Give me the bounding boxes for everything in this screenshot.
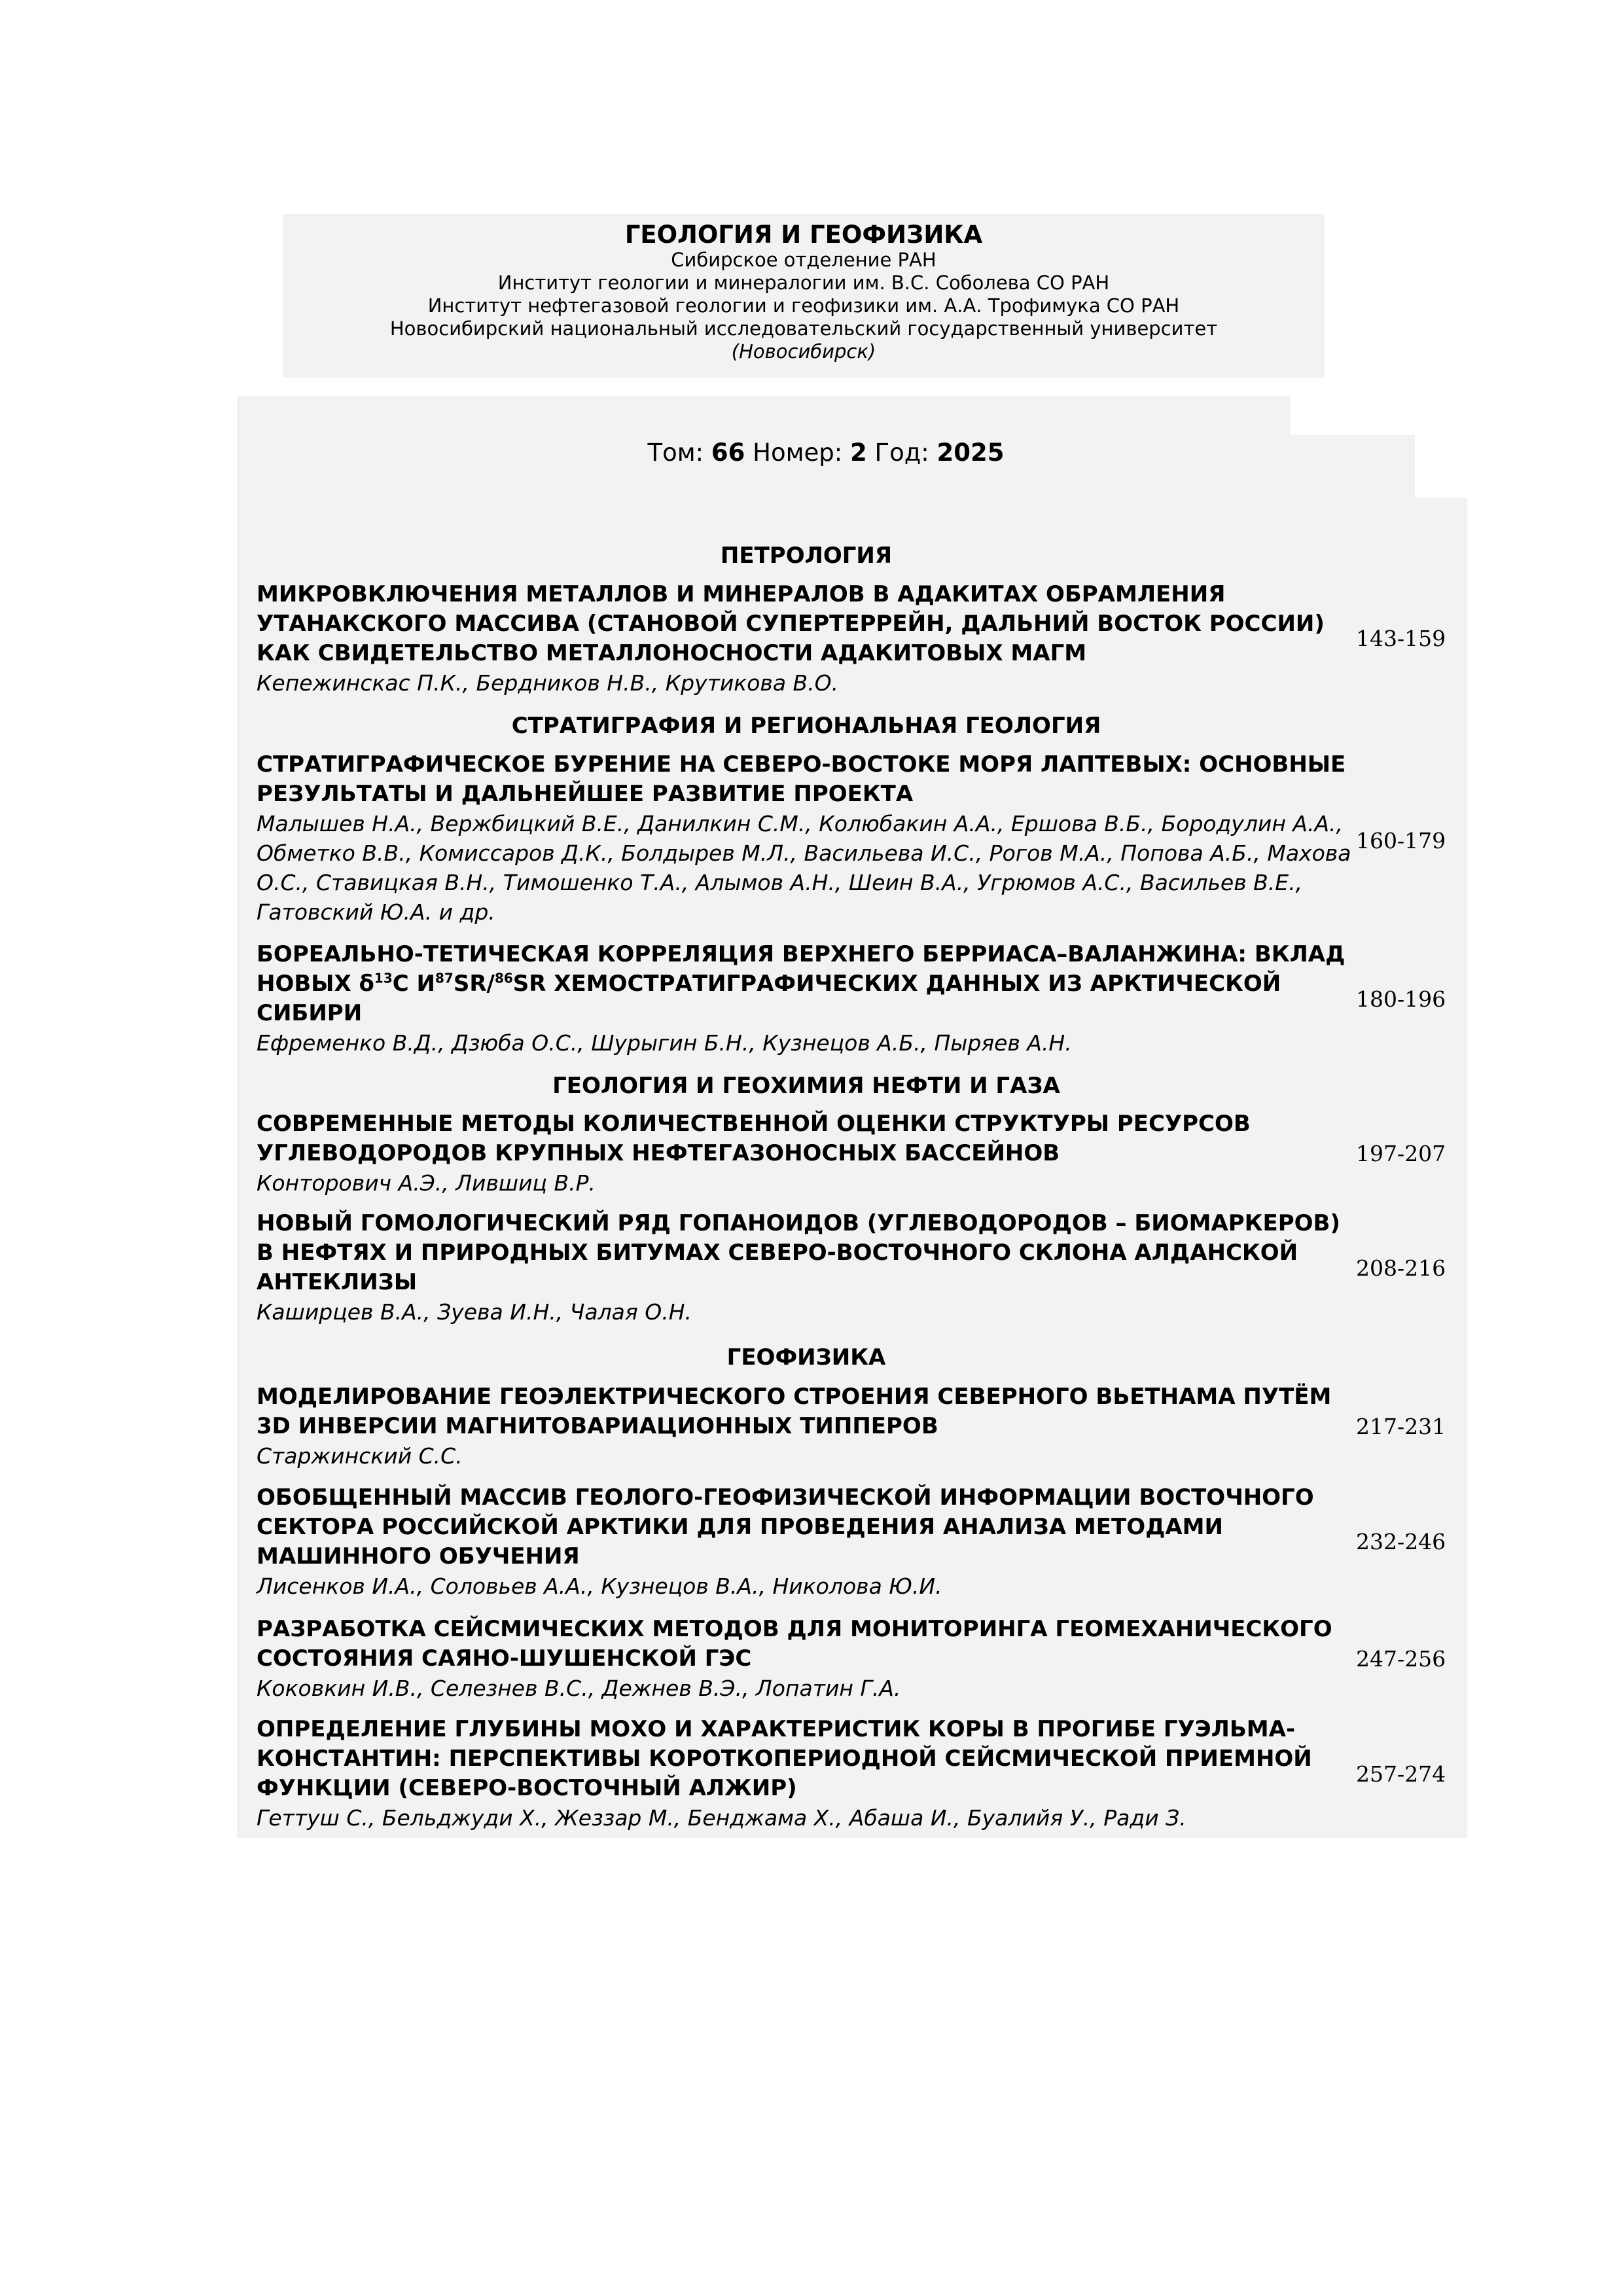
- volume-label: Том:: [647, 439, 704, 467]
- article-entry: [257, 1615, 1446, 1703]
- article-title[interactable]: РАЗРАБОТКА СЕЙСМИЧЕСКИХ МЕТОДОВ ДЛЯ МОНИТОРИНГА ГЕОМЕХАНИЧЕСКОГО СОСТОЯНИЯ САЯНО-ШУШЕНСКОЙ ГЭС: [257, 1616, 1332, 1672]
- article-pages: 257-274: [1356, 1761, 1446, 1787]
- section-heading: ГЕОЛОГИЯ И ГЕОХИМИЯ НЕФТИ И ГАЗА: [552, 1073, 1060, 1099]
- article-pages: 180-196: [1356, 986, 1446, 1012]
- section-heading: ГЕОФИЗИКА: [726, 1344, 886, 1371]
- article-title[interactable]: ОБОБЩЕННЫЙ МАССИВ ГЕОЛОГО-ГЕОФИЗИЧЕСКОЙ ИНФОРМАЦИИ ВОСТОЧНОГО СЕКТОРА РОССИЙСКОЙ АРКТИКИ ДЛЯ ПРОВЕДЕНИЯ АНАЛИЗА МЕТОДАМИ МАШИННОГО ОБУЧЕНИЯ: [257, 1484, 1314, 1570]
- section-heading: ПЕТРОЛОГИЯ: [720, 543, 893, 569]
- article-pages: 160-179: [1356, 828, 1446, 853]
- article-entry: [257, 750, 1446, 927]
- header-org-line: Институт геологии и минералогии им. В.С. Соболева СО РАН: [497, 272, 1110, 294]
- article-entry: [257, 580, 1446, 698]
- article-authors: Каширцев В.А., Зуева И.Н., Чалая О.Н.: [257, 1299, 692, 1325]
- article-authors: Коковкин И.В., Селезнев В.С., Дежнев В.Э., Лопатин Г.А.: [257, 1676, 901, 1701]
- article-title[interactable]: СТРАТИГРАФИЧЕСКОЕ БУРЕНИЕ НА СЕВЕРО-ВОСТОКЕ МОРЯ ЛАПТЕВЫХ: ОСНОВНЫЕ РЕЗУЛЬТАТЫ И ДАЛЬНЕЙШЕЕ РАЗВИТИЕ ПРОЕКТА: [257, 751, 1346, 807]
- article-title[interactable]: НОВЫЙ ГОМОЛОГИЧЕСКИЙ РЯД ГОПАНОИДОВ (УГЛЕВОДОРОДОВ – БИОМАРКЕРОВ) В НЕФТЯХ И ПРИРОДНЫХ БИТУМАХ СЕВЕРО-ВОСТОЧНОГО СКЛОНА АЛДАНСКОЙ АНТЕКЛИЗЫ: [257, 1210, 1340, 1295]
- article-authors: Геттуш С., Бельджуди Х., Жеззар М., Бенджама Х., Абаша И., Буалийя У., Ради З.: [257, 1805, 1186, 1831]
- header-org-line: Сибирское отделение РАН: [671, 249, 936, 271]
- number-value: 2: [850, 439, 867, 467]
- issue-info: [237, 437, 1415, 469]
- article-entry: [257, 1483, 1446, 1601]
- article-authors: Ефременко В.Д., Дзюба О.С., Шурыгин Б.Н., Кузнецов А.Б., Пыряев А.Н.: [257, 1030, 1072, 1056]
- article-authors: Лисенков И.А., Соловьев А.А., Кузнецов В.А., Николова Ю.И.: [257, 1573, 942, 1599]
- article-title[interactable]: СОВРЕМЕННЫЕ МЕТОДЫ КОЛИЧЕСТВЕННОЙ ОЦЕНКИ СТРУКТУРЫ РЕСУРСОВ УГЛЕВОДОРОДОВ КРУПНЫХ НЕФТЕГАЗОНОСНЫХ БАССЕЙНОВ: [257, 1111, 1251, 1166]
- header-org-line: Новосибирский национальный исследовательский государственный университет: [389, 317, 1218, 340]
- article-authors: Кепежинскас П.К., Бердников Н.В., Крутикова В.О.: [257, 670, 839, 696]
- article-entry: [257, 1382, 1446, 1471]
- journal-title: ГЕОЛОГИЯ И ГЕОФИЗИКА: [624, 221, 983, 249]
- section-heading: СТРАТИГРАФИЯ И РЕГИОНАЛЬНАЯ ГЕОЛОГИЯ: [511, 713, 1101, 739]
- number-label: Номер:: [753, 439, 843, 467]
- volume-value: 66: [711, 439, 745, 467]
- article-authors: Конторович А.Э., Лившиц В.Р.: [257, 1170, 596, 1196]
- article-title[interactable]: ОПРЕДЕЛЕНИЕ ГЛУБИНЫ МОХО И ХАРАКТЕРИСТИК КОРЫ В ПРОГИБЕ ГУЭЛЬМА-КОНСТАНТИН: ПЕРСПЕКТИВЫ КОРОТКОПЕРИОДНОЙ СЕЙСМИЧЕСКОЙ ПРИЕМНОЙ ФУНКЦИИ (СЕВЕРО-ВОСТОЧНЫЙ АЛЖИР): [257, 1716, 1312, 1801]
- header-org-line: Институт нефтегазовой геологии и геофизики им. А.А. Трофимука СО РАН: [427, 295, 1180, 317]
- article-entry: [257, 1715, 1446, 1833]
- year-label: Год:: [874, 439, 929, 467]
- article-entry: [257, 940, 1446, 1058]
- article-pages: 197-207: [1356, 1141, 1446, 1166]
- article-authors: Малышев Н.А., Вержбицкий В.Е., Данилкин С.М., Колюбакин А.А., Ершова В.Б., Бородулин А.А., Обметко В.В., Комиссаров Д.К., Болдырев М.Л., Васильева И.С., Рогов М.А., Попова А.Б., Махова О.С., Ставицкая В.Н., Тимошенко Т.А., Алымов А.Н., Шеин В.А., Угрюмов А.С., Васильев В.Е., Гатовский Ю.А. и др.: [257, 811, 1351, 925]
- article-entry: [257, 1209, 1446, 1327]
- year-value: 2025: [936, 439, 1005, 467]
- journal-header: [283, 214, 1325, 378]
- article-pages: 232-246: [1356, 1529, 1446, 1554]
- article-authors: Старжинский С.С.: [257, 1443, 463, 1469]
- article-entry: [257, 1109, 1446, 1198]
- article-pages: 208-216: [1356, 1255, 1446, 1281]
- article-pages: 247-256: [1356, 1646, 1446, 1672]
- article-pages: 217-231: [1356, 1414, 1446, 1439]
- header-city: (Новосибирск): [731, 340, 876, 363]
- table-of-contents: [237, 497, 1467, 1838]
- article-pages: 143-159: [1356, 626, 1446, 651]
- article-title[interactable]: МОДЕЛИРОВАНИЕ ГЕОЭЛЕКТРИЧЕСКОГО СТРОЕНИЯ СЕВЕРНОГО ВЬЕТНАМА ПУТЁМ 3D ИНВЕРСИИ МАГНИТОВАРИАЦИОННЫХ ТИППЕРОВ: [257, 1384, 1332, 1439]
- article-title[interactable]: МИКРОВКЛЮЧЕНИЯ МЕТАЛЛОВ И МИНЕРАЛОВ В АДАКИТАХ ОБРАМЛЕНИЯ УТАНАКСКОГО МАССИВА (СТАНОВОЙ СУПЕРТЕРРЕЙН, ДАЛЬНИЙ ВОСТОК РОССИИ) КАК СВИДЕТЕЛЬСТВО МЕТАЛЛОНОСНОСТИ АДАКИТОВЫХ МАГМ: [257, 581, 1325, 666]
- article-title[interactable]: БОРЕАЛЬНО-ТЕТИЧЕСКАЯ КОРРЕЛЯЦИЯ ВЕРХНЕГО БЕРРИАСА–ВАЛАНЖИНА: ВКЛАД НОВЫХ $\delta^{13}C$ $И^{87}SR/^{86}SR$ ХЕМОСТРАТИГРАФИЧЕСКИХ ДАННЫХ ИЗ АРКТИЧЕСКОЙ СИБИРИ: [257, 941, 1346, 1026]
